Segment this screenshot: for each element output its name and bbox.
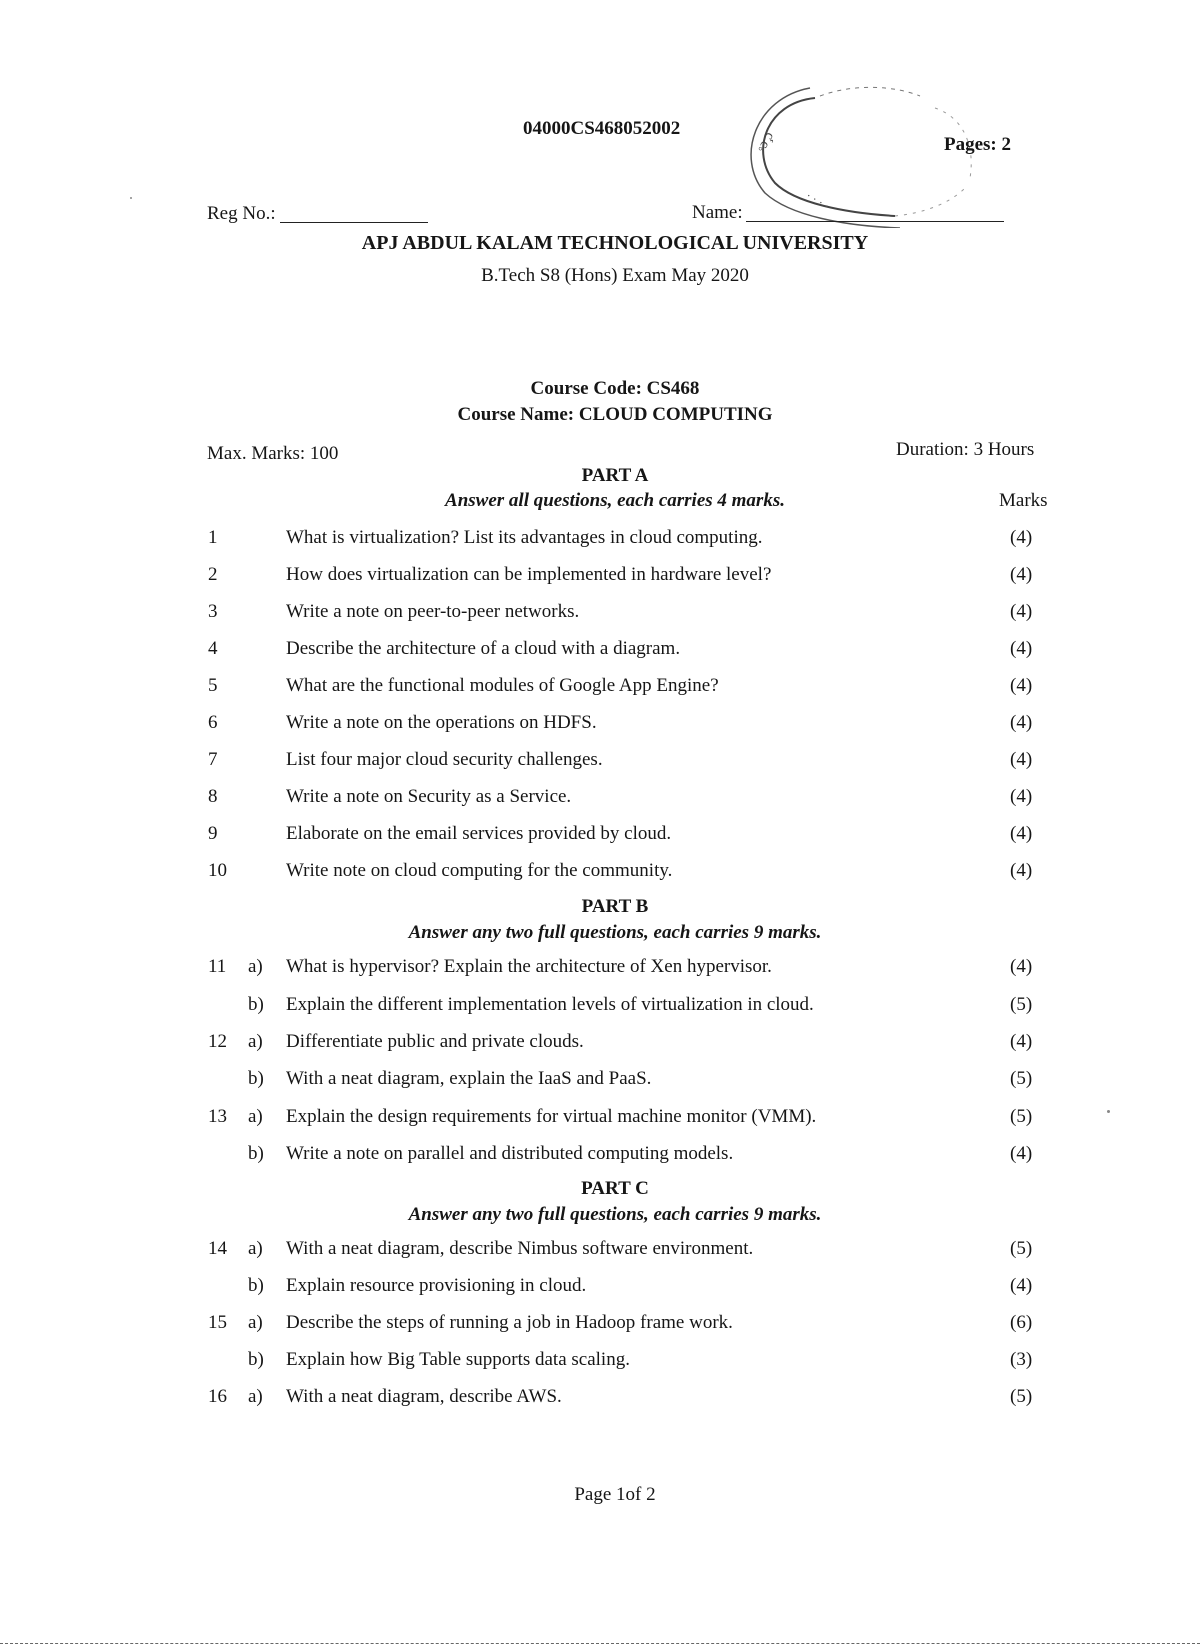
paper-code: 04000CS468052002 xyxy=(523,118,681,139)
reg-no-label: Reg No.: xyxy=(207,203,276,224)
part-b-title: PART B xyxy=(581,896,649,917)
question-marks: (4) xyxy=(1010,601,1033,622)
question-sub-part: a) xyxy=(248,1238,263,1259)
question-text: Write a note on Security as a Service. xyxy=(286,786,572,807)
question-marks: (4) xyxy=(1010,712,1033,733)
question-row xyxy=(0,994,1200,1020)
course-code: Course Code: CS468 xyxy=(530,378,700,399)
question-number: 7 xyxy=(208,749,218,770)
max-marks: Max. Marks: 100 xyxy=(207,443,339,464)
question-row xyxy=(0,823,1200,849)
question-sub-part: b) xyxy=(248,1275,264,1296)
question-row xyxy=(0,1275,1200,1301)
question-number: 6 xyxy=(208,712,218,733)
question-text: List four major cloud security challenges. xyxy=(286,749,603,770)
name-label: Name: xyxy=(692,202,743,223)
duration: Duration: 3 Hours xyxy=(896,439,1035,460)
question-number: 16 xyxy=(208,1386,227,1407)
question-row xyxy=(0,1031,1200,1057)
page-number: Page 1of 2 xyxy=(574,1484,656,1505)
question-marks: (4) xyxy=(1010,823,1033,844)
question-marks: (4) xyxy=(1010,1275,1033,1296)
question-text: How does virtualization can be implemented in hardware level? xyxy=(286,564,772,585)
question-marks: (4) xyxy=(1010,638,1033,659)
question-marks: (4) xyxy=(1010,786,1033,807)
part-c-title: PART C xyxy=(581,1178,649,1199)
question-marks: (4) xyxy=(1010,527,1033,548)
question-text: Explain resource provisioning in cloud. xyxy=(286,1275,587,1296)
marks-column-header: Marks xyxy=(999,490,1048,511)
question-marks: (4) xyxy=(1010,1143,1033,1164)
name-field[interactable] xyxy=(746,221,1004,222)
question-marks: (5) xyxy=(1010,1106,1033,1127)
question-row xyxy=(0,1068,1200,1094)
question-row xyxy=(0,712,1200,738)
question-row xyxy=(0,860,1200,886)
question-text: Write a note on peer-to-peer networks. xyxy=(286,601,580,622)
question-text: What is hypervisor? Explain the architecture of Xen hypervisor. xyxy=(286,956,772,977)
scan-speck xyxy=(130,197,132,199)
question-number: 2 xyxy=(208,564,218,585)
course-name: Course Name: CLOUD COMPUTING xyxy=(457,404,773,425)
question-row xyxy=(0,749,1200,775)
question-marks: (4) xyxy=(1010,749,1033,770)
question-text: Describe the steps of running a job in Hadoop frame work. xyxy=(286,1312,733,1333)
question-number: 12 xyxy=(208,1031,227,1052)
question-marks: (4) xyxy=(1010,860,1033,881)
question-text: With a neat diagram, describe Nimbus software environment. xyxy=(286,1238,754,1259)
question-marks: (5) xyxy=(1010,1238,1033,1259)
question-marks: (4) xyxy=(1010,564,1033,585)
question-number: 1 xyxy=(208,527,218,548)
university-name: APJ ABDUL KALAM TECHNOLOGICAL UNIVERSITY xyxy=(361,232,869,254)
question-row xyxy=(0,527,1200,553)
question-marks: (3) xyxy=(1010,1349,1033,1370)
question-text: What are the functional modules of Google App Engine? xyxy=(286,675,719,696)
question-row xyxy=(0,638,1200,664)
question-sub-part: b) xyxy=(248,1143,264,1164)
question-text: Explain the different implementation levels of virtualization in cloud. xyxy=(286,994,814,1015)
question-text: Explain the design requirements for virtual machine monitor (VMM). xyxy=(286,1106,817,1127)
question-number: 4 xyxy=(208,638,218,659)
question-row xyxy=(0,1386,1200,1412)
question-text: Write a note on the operations on HDFS. xyxy=(286,712,597,733)
question-number: 11 xyxy=(208,956,227,977)
question-row xyxy=(0,1106,1200,1132)
part-a-instruction: Answer all questions, each carries 4 marks. xyxy=(445,490,785,511)
question-text: What is virtualization? List its advantages in cloud computing. xyxy=(286,527,763,548)
question-marks: (4) xyxy=(1010,1031,1033,1052)
question-text: With a neat diagram, describe AWS. xyxy=(286,1386,562,1407)
question-number: 15 xyxy=(208,1312,227,1333)
question-row xyxy=(0,1349,1200,1375)
bottom-rule xyxy=(0,1643,1200,1644)
question-text: Write a note on parallel and distributed computing models. xyxy=(286,1143,734,1164)
question-number: 10 xyxy=(208,860,227,881)
svg-text:◦ɔ ̧ɔ: ◦ɔ ̧ɔ xyxy=(753,129,777,155)
reg-no-field[interactable] xyxy=(280,222,428,223)
part-c-instruction: Answer any two full questions, each carries 9 marks. xyxy=(408,1204,822,1225)
question-sub-part: a) xyxy=(248,1031,263,1052)
question-number: 9 xyxy=(208,823,218,844)
question-sub-part: a) xyxy=(248,1312,263,1333)
question-sub-part: b) xyxy=(248,1068,264,1089)
question-marks: (5) xyxy=(1010,1068,1033,1089)
exam-title: B.Tech S8 (Hons) Exam May 2020 xyxy=(481,265,749,286)
question-number: 8 xyxy=(208,786,218,807)
question-row xyxy=(0,1143,1200,1169)
question-row xyxy=(0,564,1200,590)
question-row xyxy=(0,601,1200,627)
question-number: 5 xyxy=(208,675,218,696)
question-text: Explain how Big Table supports data scaling. xyxy=(286,1349,630,1370)
question-text: Elaborate on the email services provided by cloud. xyxy=(286,823,672,844)
question-number: 13 xyxy=(208,1106,227,1127)
question-row xyxy=(0,675,1200,701)
scan-speck xyxy=(1107,1110,1110,1113)
question-sub-part: a) xyxy=(248,1106,263,1127)
part-b-instruction: Answer any two full questions, each carries 9 marks. xyxy=(408,922,822,943)
page-count: Pages: 2 xyxy=(944,134,1012,155)
question-marks: (5) xyxy=(1010,994,1033,1015)
question-text: With a neat diagram, explain the IaaS and PaaS. xyxy=(286,1068,652,1089)
question-marks: (4) xyxy=(1010,675,1033,696)
question-number: 14 xyxy=(208,1238,227,1259)
question-row xyxy=(0,1312,1200,1338)
question-row xyxy=(0,1238,1200,1264)
question-sub-part: b) xyxy=(248,1349,264,1370)
question-text: Describe the architecture of a cloud with a diagram. xyxy=(286,638,681,659)
question-number: 3 xyxy=(208,601,218,622)
question-sub-part: b) xyxy=(248,994,264,1015)
part-a-title: PART A xyxy=(581,465,649,486)
svg-text:· · · ·: · · · · xyxy=(803,188,833,214)
question-marks: (6) xyxy=(1010,1312,1033,1333)
question-sub-part: a) xyxy=(248,956,263,977)
question-row xyxy=(0,956,1200,982)
question-row xyxy=(0,786,1200,812)
question-marks: (4) xyxy=(1010,956,1033,977)
question-text: Differentiate public and private clouds. xyxy=(286,1031,584,1052)
question-marks: (5) xyxy=(1010,1386,1033,1407)
question-text: Write note on cloud computing for the community. xyxy=(286,860,673,881)
question-sub-part: a) xyxy=(248,1386,263,1407)
